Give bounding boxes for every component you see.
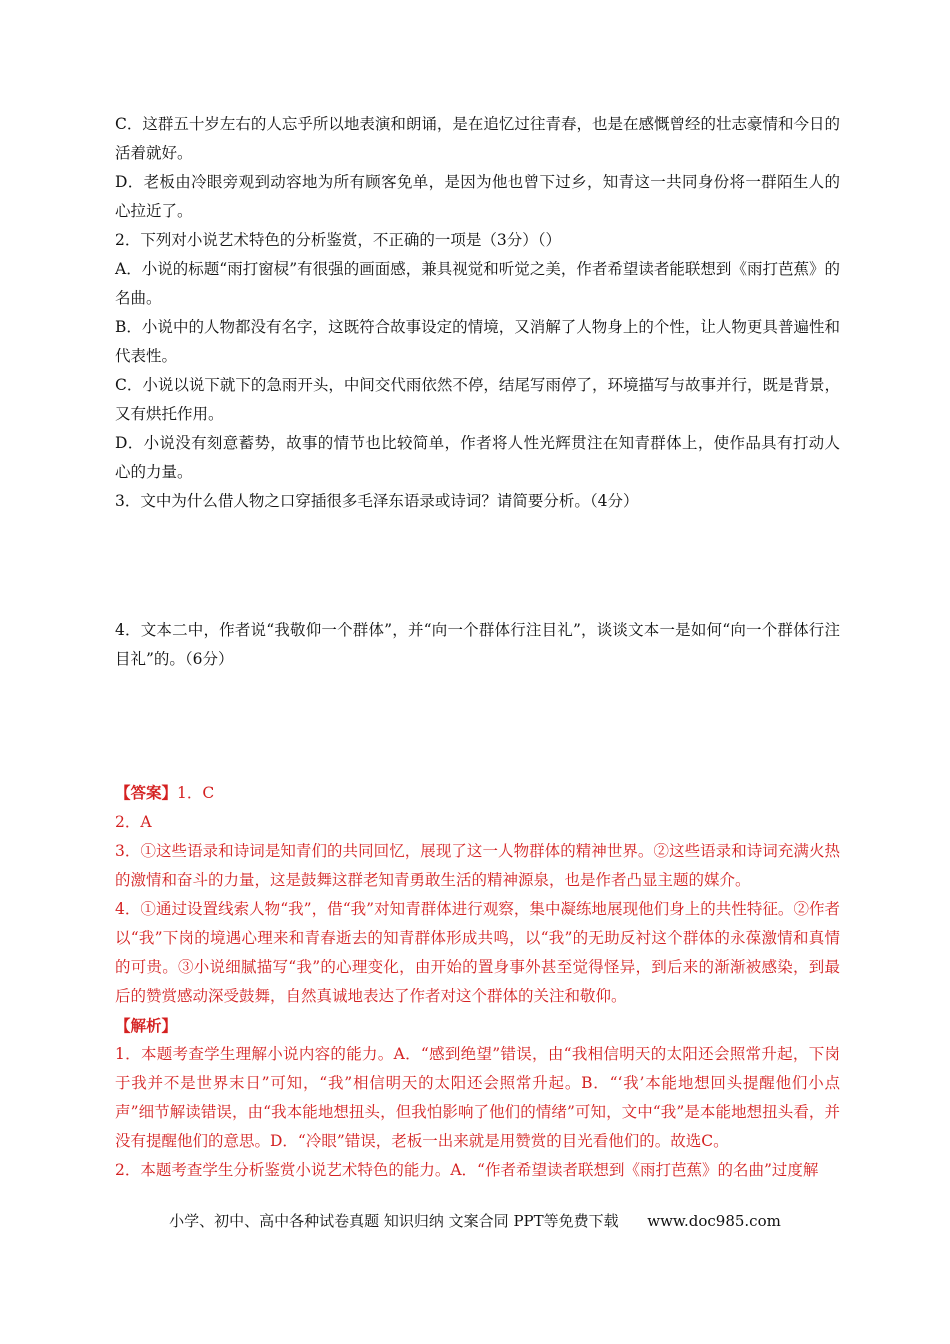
q4-answer-space: [115, 674, 840, 778]
q2-stem: 2．下列对小说艺术特色的分析鉴赏，不正确的一项是（3分）（）: [115, 231, 561, 249]
analysis-1: 1．本题考查学生理解小说内容的能力。A．“感到绝望”错误，由“我相信明天的太阳还会照常升起，下岗于我并不是世界末日”可知，“我”相信明天的太阳还会照常升起。B．“‘我’本能地想回头提醒他们小点声”细节解读错误，由“我本能地想扭头，但我怕影响了他们的情绪”可知，文中“我”是本能地想扭头看，并没有提醒他们的意思。D．“冷眼”错误，老板一出来就是用赞赏的目光看他们的。故选C。: [115, 1045, 840, 1150]
analysis-tag: 【解析】: [115, 1016, 178, 1035]
answer-1: 1．C: [177, 784, 215, 802]
q3-stem: 3．文中为什么借人物之口穿插很多毛泽东语录或诗词？请简要分析。（4分）: [115, 492, 639, 510]
q4-stem: 4．文本二中，作者说“我敬仰一个群体”，并“向一个群体行注目礼”，谈谈文本一是如何“向一个群体行注目礼”的。（6分）: [115, 621, 840, 668]
q3-answer-space: [115, 516, 840, 616]
answer-section: [115, 778, 840, 1185]
answer-2: 2．A: [115, 813, 152, 831]
answer-3: 3．①这些语录和诗词是知青们的共同回忆，展现了这一人物群体的精神世界。②这些语录和诗词充满火热的激情和奋斗的力量，这是鼓舞这群老知青勇敢生活的精神源泉，也是作者凸显主题的媒介。: [115, 842, 840, 889]
q2-option-b: B．小说中的人物都没有名字，这既符合故事设定的情境，又消解了人物身上的个性，让人物更具普遍性和代表性。: [115, 318, 840, 365]
q1-option-c: C．这群五十岁左右的人忘乎所以地表演和朗诵，是在追忆过往青春，也是在感慨曾经的壮志豪情和今日的活着就好。: [115, 115, 840, 162]
document-body: [115, 110, 840, 1185]
analysis-2: 2．本题考查学生分析鉴赏小说艺术特色的能力。A．“作者希望读者联想到《雨打芭蕉》的名曲”过度解: [115, 1161, 819, 1179]
q2-option-c: C．小说以说下就下的急雨开头，中间交代雨依然不停，结尾写雨停了，环境描写与故事并行，既是背景，又有烘托作用。: [115, 376, 840, 423]
q2-option-d: D．小说没有刻意蓄势，故事的情节也比较简单，作者将人性光辉贯注在知青群体上，使作品具有打动人心的力量。: [115, 434, 840, 481]
q2-option-a: A．小说的标题“雨打窗棂”有很强的画面感，兼具视觉和听觉之美，作者希望读者能联想到《雨打芭蕉》的名曲。: [115, 260, 840, 307]
q1-option-d: D．老板由冷眼旁观到动容地为所有顾客免单，是因为他也曾下过乡，知青这一共同身份将一群陌生人的心拉近了。: [115, 173, 840, 220]
page-footer: 小学、初中、高中各种试卷真题 知识归纳 文案合同 PPT等免费下载 www.doc985.com: [169, 1212, 781, 1230]
answer-line-1: [115, 778, 840, 808]
answer-tag: 【答案】: [115, 783, 178, 802]
answer-4: 4．①通过设置线索人物“我”，借“我”对知青群体进行观察，集中凝练地展现他们身上的共性特征。②作者以“我”下岗的境遇心理来和青春逝去的知青群体形成共鸣，以“我”的无助反衬这个群体的永葆激情和真情的可贵。③小说细腻描写“我”的心理变化，由开始的置身事外甚至觉得怪异，到后来的渐渐被感染，到最后的赞赏感动深受鼓舞，自然真诚地表达了作者对这个群体的关注和敬仰。: [115, 900, 840, 1005]
